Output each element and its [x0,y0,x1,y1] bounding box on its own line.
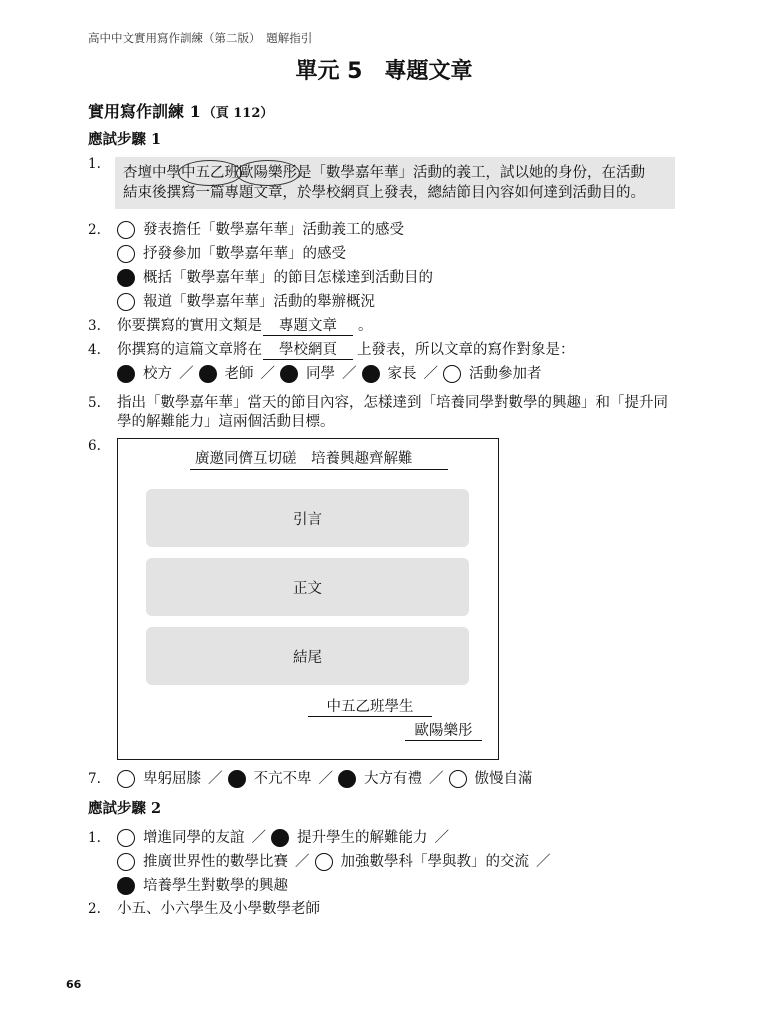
option-label: 老師 [224,366,254,382]
question-text-line: 指出「數學嘉年華」當天的節目內容，怎樣達到「培養同學對數學的興趣」和「提升同 [117,395,668,411]
answer-bubble [117,853,135,871]
question-text: 上發表，所以文章的寫作對象是： [357,342,575,358]
option [117,828,245,848]
option-row [117,242,346,266]
page-number: 66 [66,978,82,991]
option [117,220,404,240]
option [338,769,422,789]
option-label: 增進同學的友誼 [143,830,245,846]
option-label: 加強數學科「學與教」的交流 [340,854,529,870]
answer-bubble [117,245,135,263]
question-number: 5. [88,395,101,411]
option [449,769,533,789]
option-label: 同學 [306,366,335,382]
signature-name: 歐陽樂彤 [405,722,482,741]
question-prompt-box [115,157,675,209]
option-row [117,266,433,290]
fill-in-row [117,338,575,362]
question-number: 1. [88,156,101,172]
option-separator: ／ [208,771,223,787]
option-label: 提升學生的解難能力 [297,830,428,846]
option-label: 培養學生對數學的興趣 [143,878,288,894]
circled-class-keyword: 中五乙班 [178,160,242,186]
option-label: 推廣世界性的數學比賽 [143,854,288,870]
option-label: 家長 [387,366,417,382]
filled-blank-answer: 專題文章 [263,317,353,336]
running-header: 高中中文實用寫作訓練（第二版） 題解指引 [88,31,313,45]
option-separator: ／ [423,366,438,382]
question-number: 3. [88,318,101,334]
answer-bubble [117,829,135,847]
option [280,364,335,384]
option-label: 校方 [143,366,172,382]
answer-bubble [117,221,135,239]
option-label: 概括「數學嘉年華」的節目怎樣達到活動目的 [143,270,433,286]
section-title [88,101,273,123]
answer-bubble [315,853,333,871]
option-label: 報道「數學嘉年華」活動的舉辦概況 [143,294,375,310]
question-number: 7. [88,771,101,787]
section-page-ref: （頁 112） [202,106,274,121]
option [117,268,433,288]
option-row [117,218,404,242]
prompt-text: 杏壇中學 [123,165,181,181]
option-separator: ／ [342,366,357,382]
option [199,364,254,384]
option-label: 發表擔任「數學嘉年華」活動義工的感受 [143,222,404,238]
answer-bubble [228,770,246,788]
answer-bubble [449,770,467,788]
step2-title: 應試步驟 2 [88,800,162,817]
answer-bubble [117,269,135,287]
option-row [117,850,556,874]
article-headline: 廣邀同儕互切磋 培養興趣齊解難 [190,449,448,470]
answer-bubble [117,365,135,383]
option-row [117,874,288,898]
option-label: 卑躬屈膝 [143,771,201,787]
option-separator: ／ [318,771,333,787]
answer-bubble [443,365,461,383]
option-row [117,290,375,314]
outline-section-body: 正文 [146,558,469,616]
option [315,852,530,872]
question-number: 2. [88,901,101,917]
option-separator: ／ [251,830,266,846]
question-text-line: 學的解難能力」這兩個活動目標。 [117,414,335,430]
answer-bubble [117,877,135,895]
tone-options [117,767,533,791]
question-number: 6. [88,438,101,454]
option-label: 抒發參加「數學嘉年華」的感受 [143,246,346,262]
option [228,769,312,789]
circled-name-keyword: 歐陽樂彤 [236,160,300,186]
option [117,364,172,384]
audience-options [117,362,542,386]
question-number: 4. [88,342,101,358]
question-text: 你要撰寫的實用文類是 [117,318,262,334]
question-number: 2. [88,222,101,238]
option-row [117,826,454,850]
option [117,852,288,872]
answer-bubble [199,365,217,383]
option-separator: ／ [295,854,310,870]
fill-in-row [117,314,373,338]
answer-bubble [117,293,135,311]
outline-section-conclusion: 結尾 [146,627,469,685]
outline-section-introduction: 引言 [146,489,469,547]
answer-bubble [338,770,356,788]
question-text: 。 [358,318,373,334]
answer-bubble [280,365,298,383]
filled-blank-answer: 學校網頁 [263,341,353,360]
option [117,244,346,264]
option [117,876,288,896]
answer-bubble [117,770,135,788]
signature-class: 中五乙班學生 [308,698,432,717]
option [362,364,417,384]
option-separator: ／ [434,830,449,846]
option [271,828,428,848]
option-label: 傲慢自滿 [474,771,533,787]
prompt-line-1 [123,163,667,183]
article-outline-box [117,438,499,760]
question-number: 1. [88,830,101,846]
option-separator: ／ [260,366,275,382]
prompt-text: 是「數學嘉年華」活動的義工，試以她的身份，在活動 [297,165,645,181]
answer-text: 小五、小六學生及小學數學老師 [117,901,320,917]
option [443,364,542,384]
option [117,292,375,312]
section-title-text: 實用寫作訓練 1 [88,102,201,121]
answer-bubble [271,829,289,847]
prompt-line-2: 結束後撰寫一篇專題文章，於學校網頁上發表，總結節目內容如何達到活動目的。 [123,185,645,201]
option-label: 不亢不卑 [253,771,312,787]
unit-title: 單元 5 專題文章 [295,59,473,84]
option-label: 大方有禮 [364,771,422,787]
question-text: 你撰寫的這篇文章將在 [117,342,262,358]
answer-bubble [362,365,380,383]
option-label: 活動參加者 [469,366,542,382]
option [117,769,201,789]
option-separator: ／ [179,366,194,382]
option-separator: ／ [429,771,444,787]
option-separator: ／ [536,854,551,870]
step1-title: 應試步驟 1 [88,131,162,148]
